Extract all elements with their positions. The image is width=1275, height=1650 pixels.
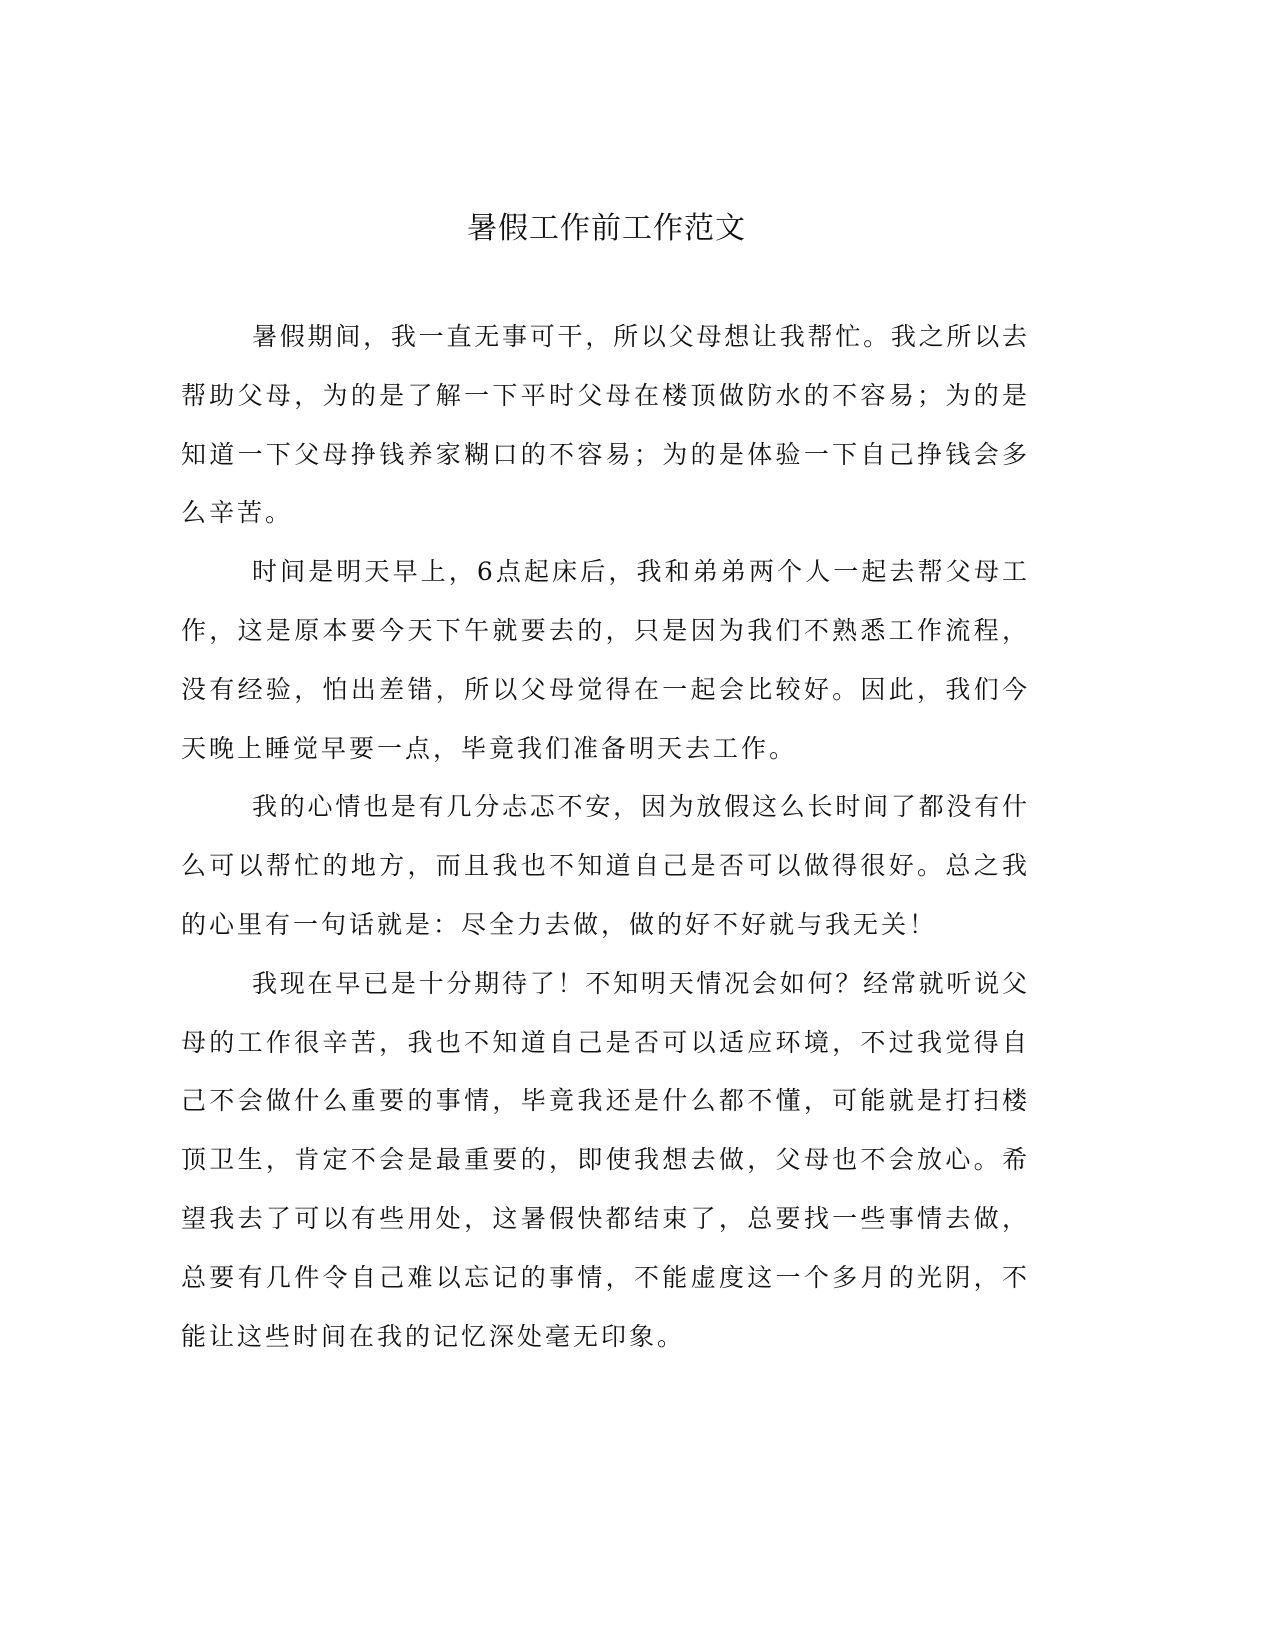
paragraph (181, 543, 1027, 778)
paragraph-line: 时间是明天早上，6点起床后，我和弟弟两个人一起去帮父母工 (252, 557, 1027, 587)
paragraph-line: 暑假期间，我一直无事可干，所以父母想让我帮忙。我之所以去 (252, 322, 1027, 351)
paragraph-line: 帮助父母，为的是了解一下平时父母在楼顶做防水的不容易；为的是 (181, 380, 1027, 410)
paragraph-line: 我现在早已是十分期待了！不知明天情况会如何？经常就听说父 (252, 968, 1027, 998)
paragraph-line: 天晚上睡觉早要一点，毕竟我们准备明天去工作。 (181, 733, 798, 763)
paragraph (181, 955, 1027, 1367)
paragraph-line: 己不会做什么重要的事情，毕竟我还是什么都不懂，可能就是打扫楼 (181, 1086, 1027, 1116)
paragraph-line: 母的工作很辛苦，我也不知道自己是否可以适应环境，不过我觉得自 (181, 1027, 1027, 1057)
document-body (181, 308, 1027, 1366)
paragraph-line: 我的心情也是有几分忐忑不安，因为放假这么长时间了都没有什 (252, 792, 1027, 822)
document-title: 暑假工作前工作范文 (467, 211, 746, 246)
paragraph-line: 顶卫生，肯定不会是最重要的，即使我想去做，父母也不会放心。希 (181, 1145, 1027, 1175)
paragraph-line: 么可以帮忙的地方，而且我也不知道自己是否可以做得很好。总之我 (181, 851, 1027, 881)
paragraph-line: 知道一下父母挣钱养家糊口的不容易；为的是体验一下自己挣钱会多 (181, 439, 1027, 469)
paragraph-line: 的心里有一句话就是：尽全力去做，做的好不好就与我无关！ (181, 909, 938, 939)
paragraph (181, 308, 1027, 543)
paragraph-line: 能让这些时间在我的记忆深处毫无印象。 (181, 1321, 686, 1351)
paragraph-line: 没有经验，怕出差错，所以父母觉得在一起会比较好。因此，我们今 (181, 674, 1027, 704)
paragraph-line: 总要有几件令自己难以忘记的事情，不能虚度这一个多月的光阴，不 (181, 1262, 1027, 1292)
paragraph-line: 么辛苦。 (181, 498, 294, 528)
paragraph-line: 作，这是原本要今天下午就要去的，只是因为我们不熟悉工作流程， (181, 615, 1027, 645)
paragraph-line: 望我去了可以有些用处，这暑假快都结束了，总要找一些事情去做， (181, 1203, 1027, 1233)
paragraph (181, 778, 1027, 954)
